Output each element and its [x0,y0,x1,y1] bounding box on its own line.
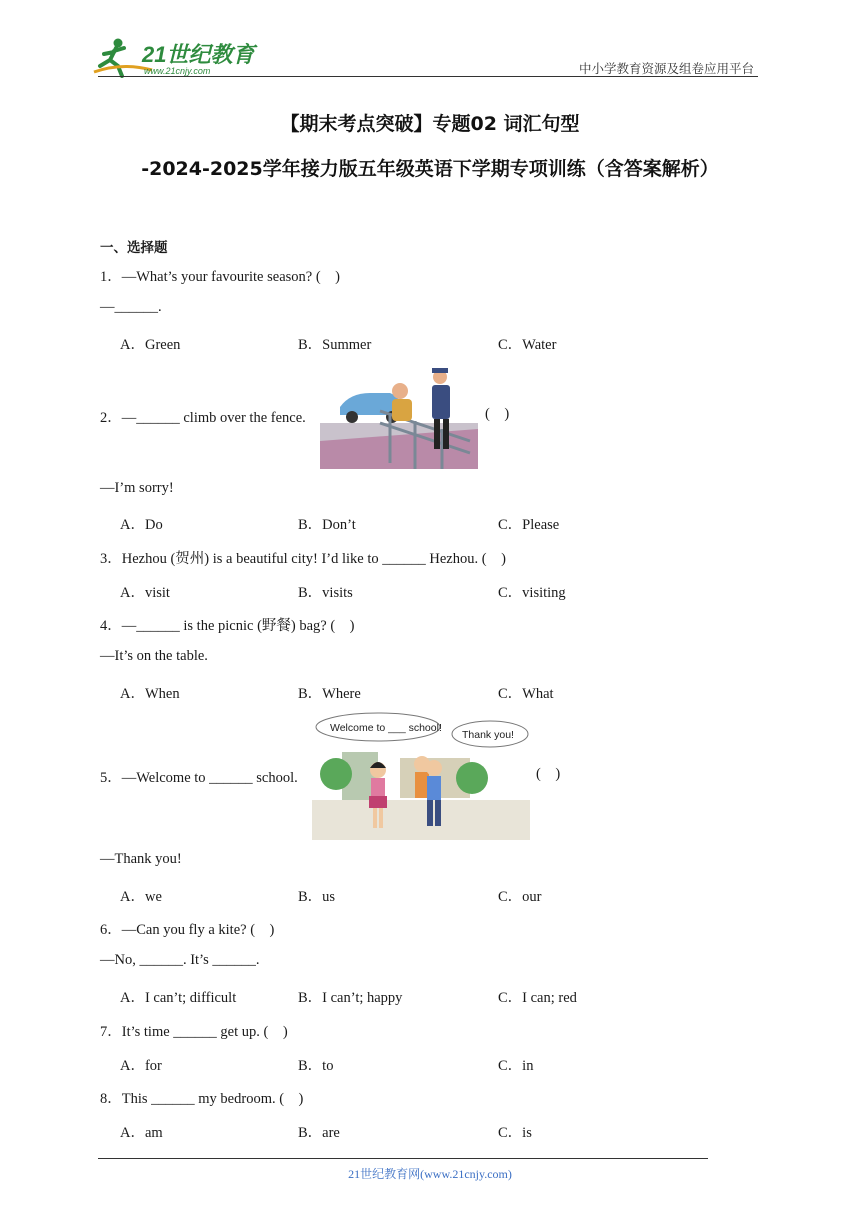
question-6-answer-line: —No, ______. It’s ______. [100,952,260,968]
q6-option-a[interactable]: A．I can’t; difficult [120,990,237,1006]
logo [92,36,262,78]
header-divider [98,76,758,77]
q2-option-a[interactable]: A．Do [120,517,163,533]
q1-option-c[interactable]: C．Water [498,337,557,353]
q5-option-c[interactable]: C．our [498,889,542,905]
platform-label: 中小学教育资源及组卷应用平台 [578,61,754,76]
question-8: 8．This ______ my bedroom. ( ) [100,1091,304,1107]
q8-option-a[interactable]: A．am [120,1125,163,1141]
q8-option-b[interactable]: B．are [298,1125,340,1141]
q5-option-b[interactable]: B．us [298,889,336,905]
question-3: 3．Hezhou (贺州) is a beautiful city! I’d like to ______ Hezhou. ( ) [100,551,506,567]
question-4: 4．—______ is the picnic (野餐) bag? ( ) [100,618,355,634]
q5-option-a[interactable]: A．we [120,889,162,905]
bubble-right-text: Thank you! [462,729,514,741]
page-subtitle: -2024-2025学年接力版五年级英语下学期专项训练（含答案解析） [141,158,719,180]
question-4-answer-line: —It’s on the table. [100,648,208,664]
question-7: 7．It’s time ______ get up. ( ) [100,1024,288,1040]
bubble-left-text: Welcome to ___ school! [330,722,442,734]
q1-option-b[interactable]: B．Summer [298,337,372,353]
logo-text: 21世纪教育 [142,42,255,67]
q3-option-a[interactable]: A．visit [120,585,170,601]
question-6: 6．—Can you fly a kite? ( ) [100,922,275,938]
q7-option-b[interactable]: B．to [298,1058,334,1074]
school-illustration [312,712,530,840]
q6-option-b[interactable]: B．I can’t; happy [298,990,403,1006]
footer-divider [98,1158,708,1159]
q4-option-a[interactable]: A．When [120,686,180,702]
question-1-answer-line: —______. [100,299,162,315]
q4-option-c[interactable]: C．What [498,686,554,702]
question-2-paren: ( ) [485,406,510,422]
fence-illustration [320,363,478,469]
q7-option-c[interactable]: C．in [498,1058,534,1074]
q3-option-c[interactable]: C．visiting [498,585,566,601]
q3-option-b[interactable]: B．visits [298,585,353,601]
question-2: 2．—______ climb over the fence. [100,410,306,426]
q2-option-c[interactable]: C．Please [498,517,560,533]
question-2-answer-line: —I’m sorry! [100,480,174,496]
q7-option-a[interactable]: A．for [120,1058,162,1074]
footer-link[interactable]: 21世纪教育网(www.21cnjy.com) [348,1167,512,1181]
question-5-answer-line: —Thank you! [100,851,182,867]
page-title: 【期末考点突破】专题02 词汇句型 [280,113,580,135]
q6-option-c[interactable]: C．I can; red [498,990,577,1006]
q1-option-a[interactable]: A．Green [120,337,181,353]
question-1: 1．—What’s your favourite season? ( ) [100,269,340,285]
question-5: 5．—Welcome to ______ school. [100,770,298,786]
question-5-paren: ( ) [536,766,561,782]
q8-option-c[interactable]: C．is [498,1125,532,1141]
q2-option-b[interactable]: B．Don’t [298,517,356,533]
q4-option-b[interactable]: B．Where [298,686,361,702]
section-heading: 一、选择题 [100,240,168,256]
logo-url: www.21cnjy.com [144,66,211,76]
